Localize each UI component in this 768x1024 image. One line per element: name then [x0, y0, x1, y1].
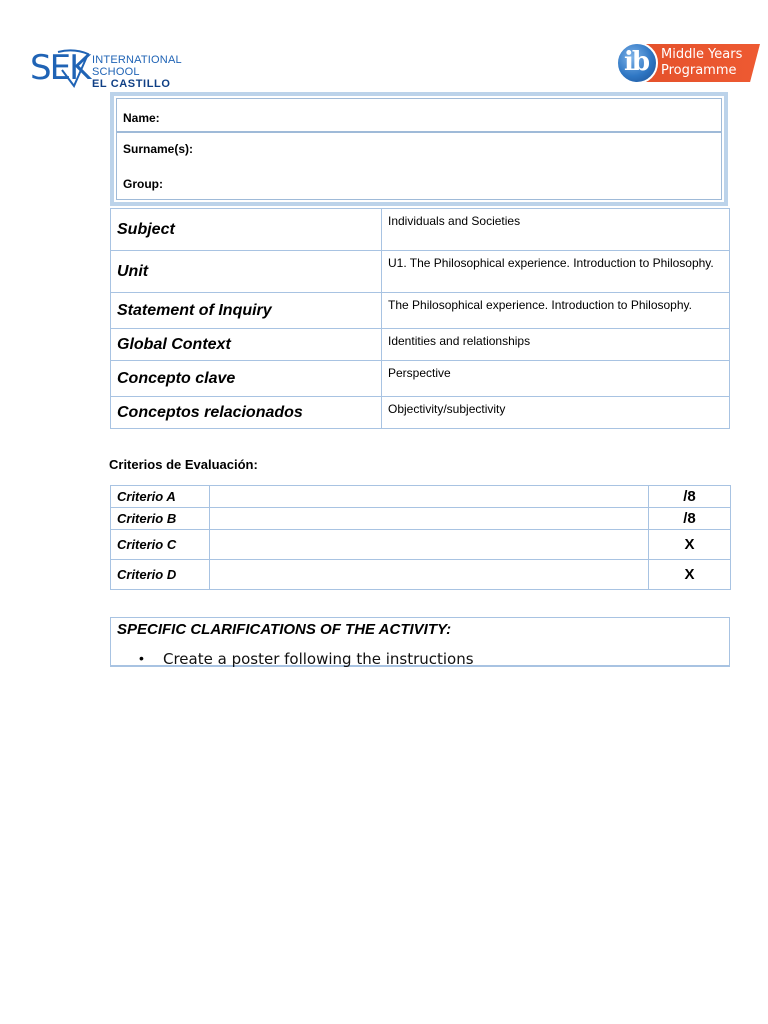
student-surname-label: Surname(s): [123, 142, 194, 156]
criterio-c-field [210, 530, 649, 560]
table-row [111, 361, 730, 397]
global-context-value: Identities and relationships [382, 329, 730, 361]
table-row [111, 397, 730, 429]
student-details-box [110, 92, 728, 206]
global-context-key: Global Context [111, 329, 382, 361]
sek-swoosh-icon [56, 46, 90, 90]
ib-circle-letters: ib [624, 47, 649, 77]
student-group-label: Group: [123, 177, 163, 191]
criterio-d-field [210, 560, 649, 590]
sek-logo-line-el-castillo: EL CASTILLO [92, 78, 171, 90]
criterio-a-score: /8 [649, 486, 731, 508]
criteria-table [110, 485, 731, 590]
table-row [111, 293, 730, 329]
criterios-heading: Criterios de Evaluación: [109, 457, 258, 472]
concepto-clave-key: Concepto clave [111, 361, 382, 397]
bullet-icon: • [139, 650, 144, 666]
clarifications-box [110, 617, 730, 667]
student-name-row [116, 98, 722, 132]
table-row [111, 251, 730, 293]
subject-value: Individuals and Societies [382, 209, 730, 251]
sek-logo-line-school: SCHOOL [92, 66, 140, 78]
table-row [111, 486, 731, 508]
student-surname-group-row [116, 132, 722, 200]
statement-of-inquiry-key: Statement of Inquiry [111, 293, 382, 329]
table-row [111, 530, 731, 560]
unit-info-table [110, 208, 730, 429]
sek-school-logo [30, 46, 190, 90]
subject-key: Subject [111, 209, 382, 251]
ib-logo-line-middle-years: Middle Years [661, 47, 743, 62]
table-row [111, 329, 730, 361]
ib-globe-icon [616, 42, 658, 84]
unit-value: U1. The Philosophical experience. Introduction to Philosophy. [382, 251, 730, 293]
criterio-d-label: Criterio D [111, 560, 210, 590]
table-row [111, 209, 730, 251]
clarifications-title: SPECIFIC CLARIFICATIONS OF THE ACTIVITY: [117, 621, 452, 638]
conceptos-relacionados-value: Objectivity/subjectivity [382, 397, 730, 429]
criterio-d-score: X [649, 560, 731, 590]
clarification-item: Create a poster following the instructions [163, 650, 474, 668]
criterio-c-score: X [649, 530, 731, 560]
ib-logo-line-programme: Programme [661, 63, 737, 78]
sek-logo-line-international: INTERNATIONAL [92, 54, 182, 66]
table-row [111, 508, 731, 530]
ib-logo-text [661, 47, 742, 79]
criterio-a-field [210, 486, 649, 508]
statement-of-inquiry-value: The Philosophical experience. Introduction to Philosophy. [382, 293, 730, 329]
criterio-b-label: Criterio B [111, 508, 210, 530]
conceptos-relacionados-key: Conceptos relacionados [111, 397, 382, 429]
concepto-clave-value: Perspective [382, 361, 730, 397]
ib-myp-logo [616, 42, 760, 84]
sek-logo-text [92, 54, 182, 90]
student-name-label: Name: [123, 111, 160, 125]
unit-key: Unit [111, 251, 382, 293]
criterio-c-label: Criterio C [111, 530, 210, 560]
criterio-a-label: Criterio A [111, 486, 210, 508]
criterio-b-field [210, 508, 649, 530]
criterio-b-score: /8 [649, 508, 731, 530]
sek-logo-letters: SEK [30, 48, 90, 88]
table-row [111, 560, 731, 590]
